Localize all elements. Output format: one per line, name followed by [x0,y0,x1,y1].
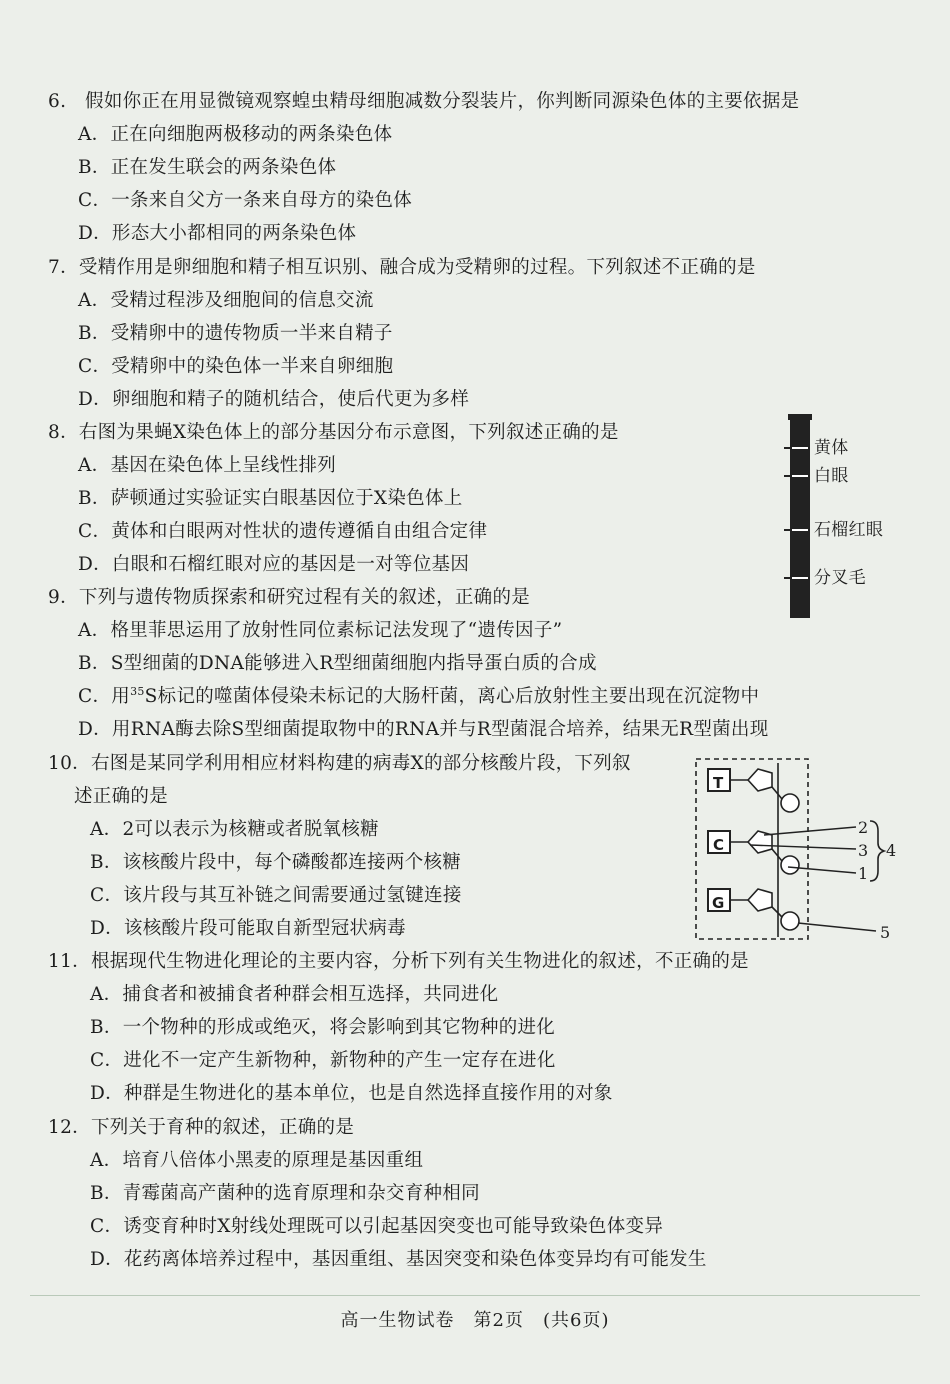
q12-option-b: B．青霉菌高产菌种的选育原理和杂交育种相同 [90,1183,480,1204]
leader-5 [798,923,876,931]
q10-option-b: B．该核酸片段中，每个磷酸都连接两个核糖 [90,852,462,873]
part-label-1: 1 [858,864,869,883]
phosphate-1 [781,794,799,812]
q12-option-c: C．诱变育种时X射线处理既可以引起基因突变也可能导致染色体变异 [90,1216,664,1237]
q10-option-d: D．该核酸片段可能取自新型冠状病毒 [90,918,406,939]
brace-4 [870,821,884,881]
q8-stem: 8．右图为果蝇X染色体上的部分基因分布示意图，下列叙述正确的是 [48,422,619,443]
q10-stem-line1: 10．右图是某同学利用相应材料构建的病毒X的部分核酸片段，下列叙 [48,753,631,774]
phosphate-3 [781,912,799,930]
part-label-3: 3 [858,841,869,860]
q8-option-c: C．黄体和白眼两对性状的遗传遵循自由组合定律 [78,521,488,542]
gene-label-4: 分叉毛 [814,568,866,588]
q6-stem: 6. 假如你正在用显微镜观察蝗虫精母细胞减数分裂装片，你判断同源染色体的主要依据是 [48,91,800,112]
q7-option-b: B．受精卵中的遗传物质一半来自精子 [78,323,393,344]
q9-c-isotope: 35 [130,685,145,698]
sugar-1 [748,769,772,791]
q7-option-c: C．受精卵中的染色体一半来自卵细胞 [78,356,394,377]
gene-label-1: 黄体 [814,438,849,458]
q9-option-d: D．用RNA酶去除S型细菌提取物中的RNA并与R型菌混合培养，结果无R型菌出现 [78,719,769,740]
q10-option-c: C．该片段与其互补链之间需要通过氢键连接 [90,885,462,906]
q6-option-a: A．正在向细胞两极移动的两条染色体 [78,124,393,145]
q6-option-c: C．一条来自父方一条来自母方的染色体 [78,190,413,211]
q9-stem: 9．下列与遗传物质探索和研究过程有关的叙述，正确的是 [48,587,531,608]
q11-stem: 11．根据现代生物进化理论的主要内容，分析下列有关生物进化的叙述，不正确的是 [48,951,749,972]
q10-stem-line2: 述正确的是 [74,786,169,807]
q9-option-b: B．S型细菌的DNA能够进入R型细菌细胞内指导蛋白质的合成 [78,653,597,674]
q9-c-prefix: C．用 [78,686,131,707]
q11-option-b: B．一个物种的形成或绝灭，将会影响到其它物种的进化 [90,1017,556,1038]
gene-label-2: 白眼 [814,466,849,486]
q6-option-d: D．形态大小都相同的两条染色体 [78,223,357,244]
q12-stem: 12．下列关于育种的叙述，正确的是 [48,1117,355,1138]
q8-option-a: A．基因在染色体上呈线性排列 [78,455,337,476]
phosphate-2 [781,856,799,874]
chromosome-body [790,414,810,618]
q10-option-a: A．2可以表示为核糖或者脱氧核糖 [90,819,379,840]
q8-option-b: B．萨顿通过实验证实白眼基因位于X染色体上 [78,488,463,509]
sugar-3 [748,889,772,911]
q9-option-c [78,685,759,709]
q7-option-a: A．受精过程涉及细胞间的信息交流 [78,290,374,311]
part-label-4: 4 [886,841,897,860]
q7-option-d: D．卵细胞和精子的随机结合，使后代更为多样 [78,389,470,410]
q11-option-a: A．捕食者和被捕食者种群会相互选择，共同进化 [90,984,499,1005]
nucleic-acid-figure [690,755,910,945]
q6-option-b: B．正在发生联会的两条染色体 [78,157,337,178]
part-label-2: 2 [858,818,869,837]
x-chromosome-figure [780,412,910,622]
footer-divider [30,1295,920,1296]
q9-c-rest: S标记的噬菌体侵染未标记的大肠杆菌，离心后放射性主要出现在沉淀物中 [144,686,760,707]
part-label-5: 5 [880,923,891,942]
gene-label-3: 石榴红眼 [814,520,884,540]
base-label-c: C [713,836,725,854]
q11-option-c: C．进化不一定产生新物种，新物种的产生一定存在进化 [90,1050,556,1071]
page-footer: 高一生物试卷 第2页 (共6页) [340,1310,610,1331]
q12-option-a: A．培育八倍体小黑麦的原理是基因重组 [90,1150,424,1171]
base-label-t: T [713,774,724,792]
q9-option-a: A．格里菲思运用了放射性同位素标记法发现了“遗传因子” [78,620,563,641]
q8-option-d: D．白眼和石榴红眼对应的基因是一对等位基因 [78,554,470,575]
q11-option-d: D．种群是生物进化的基本单位，也是自然选择直接作用的对象 [90,1083,613,1104]
q7-stem: 7．受精作用是卵细胞和精子相互识别、融合成为受精卵的过程。下列叙述不正确的是 [48,257,756,278]
base-label-g: G [712,894,725,912]
q12-option-d: D．花药离体培养过程中，基因重组、基因突变和染色体变异均有可能发生 [90,1249,707,1270]
